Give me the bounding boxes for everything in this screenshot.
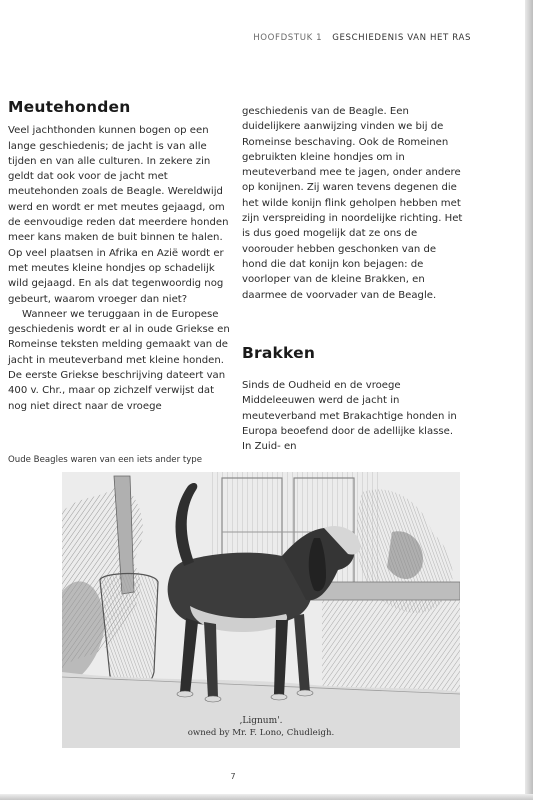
- paragraph: Sinds de Oudheid en de vroege Middeleeuwen werd de jacht in meuteverband met Brakachtige honden in Europa beoefend door de adellijke klasse. In Zuid- en: [242, 380, 457, 453]
- page-edge-shadow: [525, 0, 533, 800]
- chapter-title: GESCHIEDENIS VAN HET RAS: [332, 33, 471, 43]
- page-number: 7: [230, 772, 236, 781]
- chapter-label: HOOFDSTUK 1: [253, 33, 323, 43]
- paragraph: Veel jachthonden kunnen bogen op een lange geschiedenis; de jacht is van alle tijden en van alle culturen. In zekere zin geldt dat ook voor de jacht met meutehonden zoals de Beagle. Wereldwijd werd en wordt er met meutes gejaagd, om de eenvoudige reden dat meerdere honden meer kans maken de buit binnen te halen. Op veel plaatsen in Afrika en Azië wordt er met meutes kleine hondjes op schadelijk wild gejaagd. En als dat tegenwoordig nog gebeurt, waarom vroeger dan niet?: [8, 125, 229, 305]
- beagle-engraving: [62, 472, 460, 748]
- paragraph: geschiedenis van de Beagle. Een duidelijkere aanwijzing vinden we bij de Romeinse beschaving. Ook de Romeinen gebruikten kleine hondjes om in meuteverband mee te jagen, onder andere op konijnen. Zij waren tevens degenen die het wilde konijn flink geholpen hebben met zijn verspreiding in noordelijke richting. Het is dus goed mogelijk dat ze ons de voorouder hebben geschonken van de hond die dat konijn kon bejagen: de voorloper van de kleine Brakken, en daarmee de voorvader van de Beagle.: [242, 106, 463, 301]
- paragraph: Wanneer we teruggaan in de Europese geschiedenis wordt er al in oude Griekse en Romeinse teksten melding gemaakt van de jacht in meuteverband met kleine honden. De eerste Griekse beschrijving dateert van 400 v. Chr., maar op zichzelf verwijst dat nog niet direct naar de vroege: [8, 308, 230, 412]
- figure-caption: Oude Beagles waren van een iets ander type: [8, 455, 203, 465]
- plate-title: ‚Lignum'.: [239, 716, 283, 726]
- beagle-engraving-figure: [62, 472, 460, 748]
- section-heading-meutehonden: Meutehonden: [8, 98, 131, 116]
- page-bottom-shadow: [0, 794, 533, 800]
- running-header: [253, 33, 471, 43]
- left-column: [8, 100, 230, 414]
- section-heading-brakken: Brakken: [242, 344, 316, 362]
- right-column: [242, 104, 464, 303]
- plate-owner: owned by Mr. F. Lono, Chudleigh.: [187, 728, 335, 738]
